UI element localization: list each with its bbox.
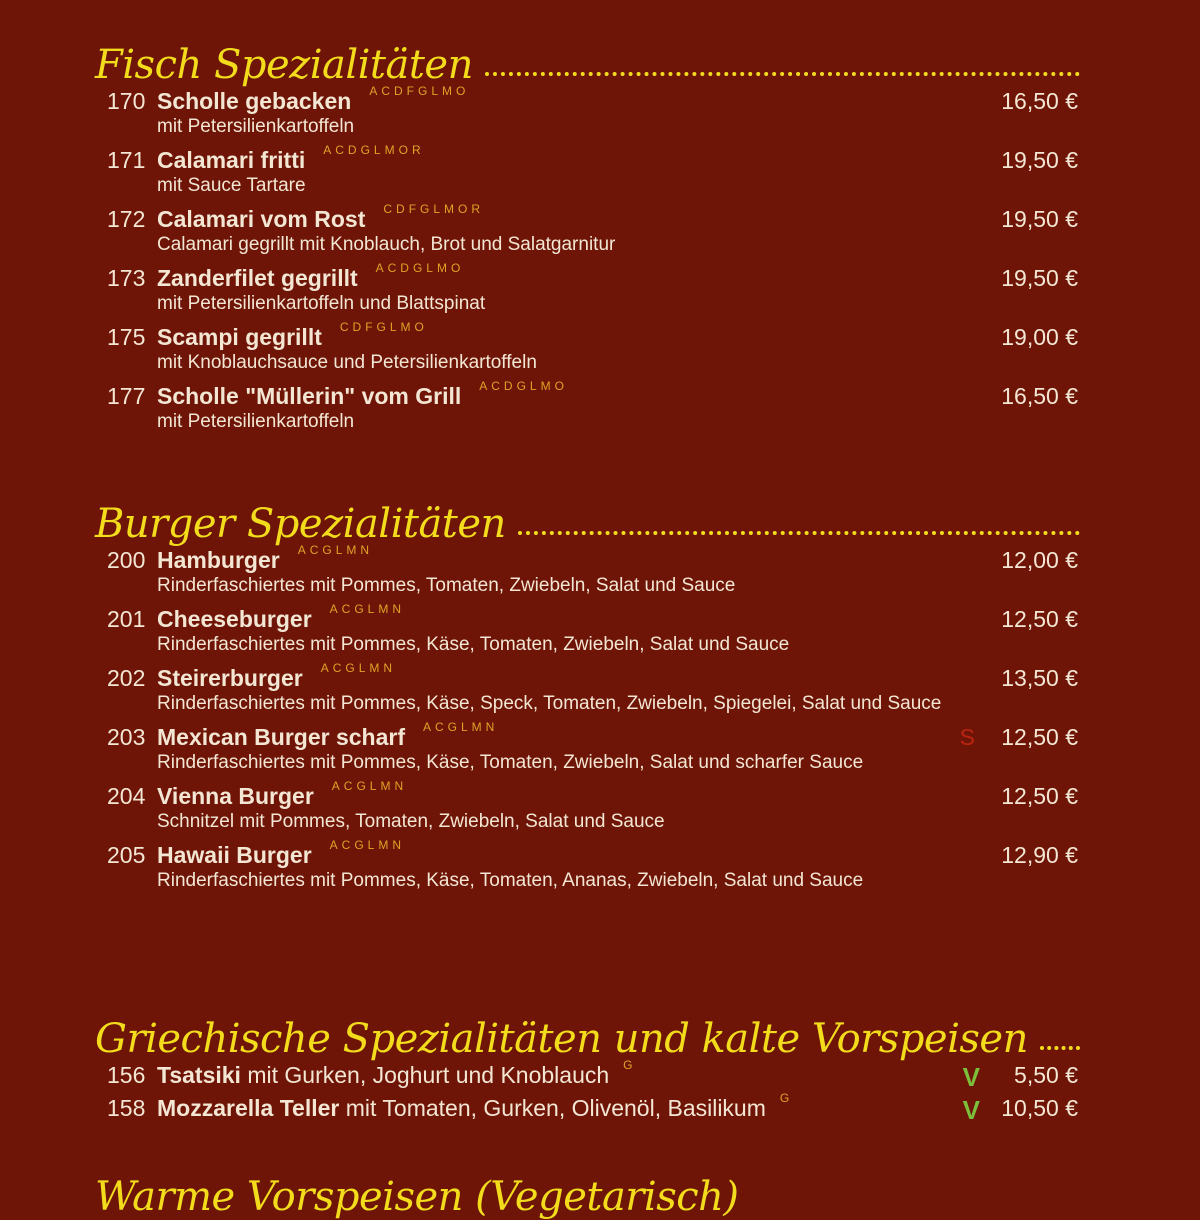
item-number: 171 [107, 147, 146, 173]
item-allergens: ACGLMN [331, 779, 408, 793]
item-price: 13,50 € [1001, 665, 1078, 691]
item-description: mit Sauce Tartare [157, 175, 306, 196]
item-number: 201 [107, 606, 146, 632]
item-name: Scholle "Müllerin" vom Grill [157, 383, 462, 409]
item-allergens: ACGLMN [329, 602, 406, 616]
item-allergens: CDFGLMOR [383, 202, 485, 216]
item-name: Hamburger [157, 547, 280, 573]
menu-item [95, 1091, 1080, 1128]
item-name-wrap [157, 84, 470, 115]
item-name-wrap [157, 838, 405, 869]
item-line [157, 1091, 790, 1122]
item-description: mit Petersilienkartoffeln [157, 411, 355, 432]
item-name-wrap [157, 261, 465, 292]
item-allergens: ACDFGLMO [369, 84, 470, 98]
dotted-leader [518, 531, 1080, 535]
menu-item [95, 261, 1080, 324]
spicy-icon: S [959, 724, 975, 750]
item-number: 205 [107, 842, 146, 868]
item-name-wrap [157, 543, 374, 574]
item-name: Tsatsiki [157, 1062, 241, 1088]
item-name: Mozzarella Teller [157, 1095, 340, 1121]
item-description: Rinderfaschiertes mit Pommes, Tomaten, Zwiebeln, Salat und Sauce [157, 575, 736, 596]
menu-item [95, 838, 1080, 901]
menu-item [95, 84, 1080, 147]
section-header [95, 487, 1080, 547]
section-header [95, 28, 1080, 88]
section-title: Fisch Spezialitäten [95, 42, 473, 88]
section-fisch [95, 28, 1080, 442]
vegetarian-icon: V [962, 1095, 980, 1125]
item-name: Vienna Burger [157, 783, 314, 809]
item-price: 16,50 € [1001, 88, 1078, 114]
item-allergens: CDFGLMO [339, 320, 428, 334]
item-allergens: ACGLMN [320, 661, 397, 675]
item-name-wrap [157, 143, 425, 174]
item-number: 156 [107, 1062, 146, 1088]
item-allergens: ACGLMN [297, 543, 374, 557]
menu-item [95, 720, 1080, 783]
section-header [95, 1002, 1080, 1062]
menu-item [95, 602, 1080, 665]
item-description: Schnitzel mit Pommes, Tomaten, Zwiebeln, Salat und Sauce [157, 811, 665, 832]
menu-item [95, 379, 1080, 442]
menu-item [95, 1058, 1080, 1095]
item-number: 173 [107, 265, 146, 291]
item-description: Rinderfaschiertes mit Pommes, Käse, Tomaten, Ananas, Zwiebeln, Salat und Sauce [157, 870, 864, 891]
item-description: mit Knoblauchsauce und Petersilienkartoffeln [157, 352, 537, 373]
item-name-wrap [157, 720, 499, 751]
item-allergens: ACDGLMO [375, 261, 465, 275]
menu-item-list [95, 84, 1080, 442]
item-number: 158 [107, 1095, 146, 1121]
item-number: 170 [107, 88, 146, 114]
item-name: Mexican Burger scharf [157, 724, 405, 750]
menu-item-list [95, 1058, 1080, 1128]
section-header [95, 1160, 1080, 1220]
item-description: Rinderfaschiertes mit Pommes, Käse, Speck, Tomaten, Zwiebeln, Spiegelei, Salat und Sauce [157, 693, 942, 714]
item-name: Steirerburger [157, 665, 303, 691]
item-description: Rinderfaschiertes mit Pommes, Käse, Tomaten, Zwiebeln, Salat und scharfer Sauce [157, 752, 864, 773]
section-title: Burger Spezialitäten [95, 501, 506, 547]
item-name-wrap [157, 661, 397, 692]
menu-item [95, 320, 1080, 383]
item-number: 203 [107, 724, 146, 750]
section-warme-vorspeisen [95, 1160, 1080, 1220]
item-price: 16,50 € [1001, 383, 1078, 409]
section-burger [95, 487, 1080, 901]
item-name: Zanderfilet gegrillt [157, 265, 358, 291]
menu-item-list [95, 543, 1080, 901]
item-price: 5,50 € [1014, 1062, 1078, 1088]
item-description: mit Gurken, Joghurt und Knoblauch [240, 1062, 610, 1088]
dotted-leader [485, 72, 1080, 76]
item-number: 175 [107, 324, 146, 350]
item-number: 202 [107, 665, 146, 691]
item-price: 19,00 € [1001, 324, 1078, 350]
item-name: Cheeseburger [157, 606, 312, 632]
item-name-wrap [157, 320, 428, 351]
item-allergens: ACDGLMOR [323, 143, 425, 157]
item-allergens: G [779, 1091, 790, 1105]
item-name-wrap [157, 779, 408, 810]
item-description: mit Petersilienkartoffeln [157, 116, 355, 137]
item-name-wrap [157, 379, 568, 410]
item-number: 177 [107, 383, 146, 409]
item-price: 19,50 € [1001, 147, 1078, 173]
item-price: 19,50 € [1001, 265, 1078, 291]
item-name: Hawaii Burger [157, 842, 312, 868]
item-name: Scampi gegrillt [157, 324, 322, 350]
item-price: 12,50 € [1001, 783, 1078, 809]
section-griechische [95, 1002, 1080, 1128]
menu-item [95, 543, 1080, 606]
item-line [157, 1058, 633, 1089]
item-description: Rinderfaschiertes mit Pommes, Käse, Tomaten, Zwiebeln, Salat und Sauce [157, 634, 790, 655]
section-title: Griechische Spezialitäten und kalte Vorspeisen [95, 1016, 1028, 1062]
item-number: 200 [107, 547, 146, 573]
item-price: 19,50 € [1001, 206, 1078, 232]
item-price: 12,00 € [1001, 547, 1078, 573]
item-name: Scholle gebacken [157, 88, 352, 114]
item-name-wrap [157, 202, 485, 233]
item-name: Calamari vom Rost [157, 206, 366, 232]
item-name-wrap [157, 602, 406, 633]
menu-item [95, 661, 1080, 724]
item-number: 204 [107, 783, 146, 809]
item-allergens: ACDGLMO [479, 379, 568, 393]
section-title: Warme Vorspeisen (Vegetarisch) [95, 1174, 739, 1220]
item-price: 12,50 € [1001, 606, 1078, 632]
item-allergens: G [623, 1058, 633, 1072]
menu-item [95, 779, 1080, 842]
item-price: 12,50 € [1001, 724, 1078, 750]
item-description: mit Petersilienkartoffeln und Blattspinat [157, 293, 486, 314]
dotted-leader [1040, 1046, 1080, 1050]
item-number: 172 [107, 206, 146, 232]
item-price: 10,50 € [1001, 1095, 1078, 1121]
item-description: mit Tomaten, Gurken, Olivenöl, Basilikum [339, 1095, 766, 1121]
item-name: Calamari fritti [157, 147, 306, 173]
item-allergens: ACGLMN [329, 838, 405, 852]
item-allergens: ACGLMN [422, 720, 499, 734]
item-description: Calamari gegrillt mit Knoblauch, Brot und Salatgarnitur [157, 234, 616, 255]
menu-item [95, 143, 1080, 206]
menu-item [95, 202, 1080, 265]
vegetarian-icon: V [962, 1062, 980, 1092]
item-price: 12,90 € [1001, 842, 1078, 868]
